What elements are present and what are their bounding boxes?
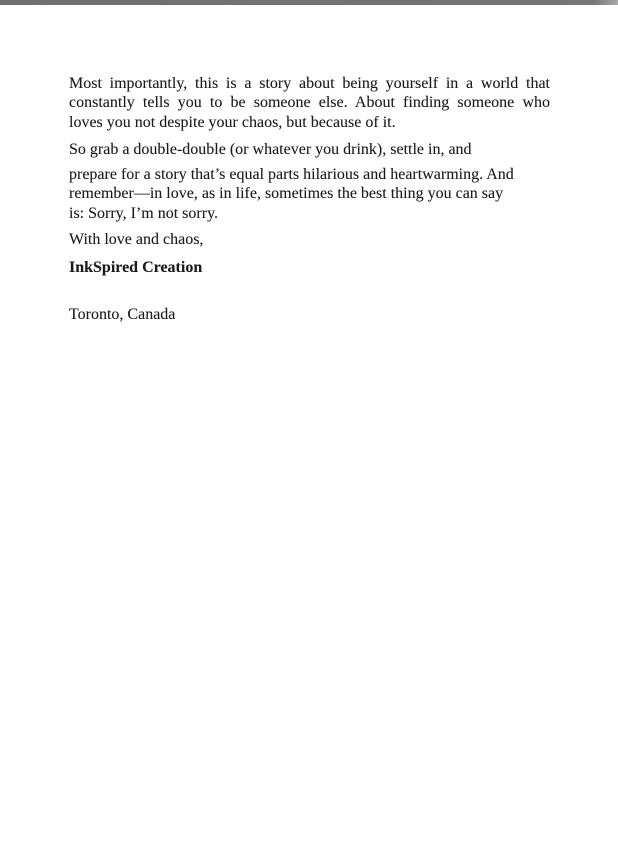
- text-line: Toronto, Canada: [69, 305, 176, 323]
- paragraph-location: [69, 305, 550, 324]
- text-line: Most importantly, this is a story about being yourself in a world that: [69, 75, 550, 92]
- text-line: loves you not despite your chaos, but because of it.: [69, 113, 396, 131]
- text-line: remember—in love, as in life, sometimes the best thing you can say: [69, 185, 504, 203]
- paragraph-author: [69, 258, 550, 277]
- page-top-border: [0, 0, 618, 5]
- text-line: is: Sorry, I’m not sorry.: [69, 204, 219, 222]
- paragraph-prepare: [69, 165, 550, 223]
- letter-body: [69, 74, 550, 324]
- text-line: prepare for a story that’s equal parts hilarious and heartwarming. And: [69, 166, 514, 184]
- text-line: With love and chaos,: [69, 231, 204, 249]
- paragraph-so-grab: [69, 140, 550, 159]
- paragraph-signoff: [69, 230, 550, 249]
- paragraph-being-yourself: [69, 74, 550, 132]
- text-line: constantly tells you to be someone else. About finding someone who: [69, 94, 550, 112]
- text-line: InkSpired Creation: [69, 259, 203, 277]
- text-line: So grab a double-double (or whatever you drink), settle in, and: [69, 140, 472, 158]
